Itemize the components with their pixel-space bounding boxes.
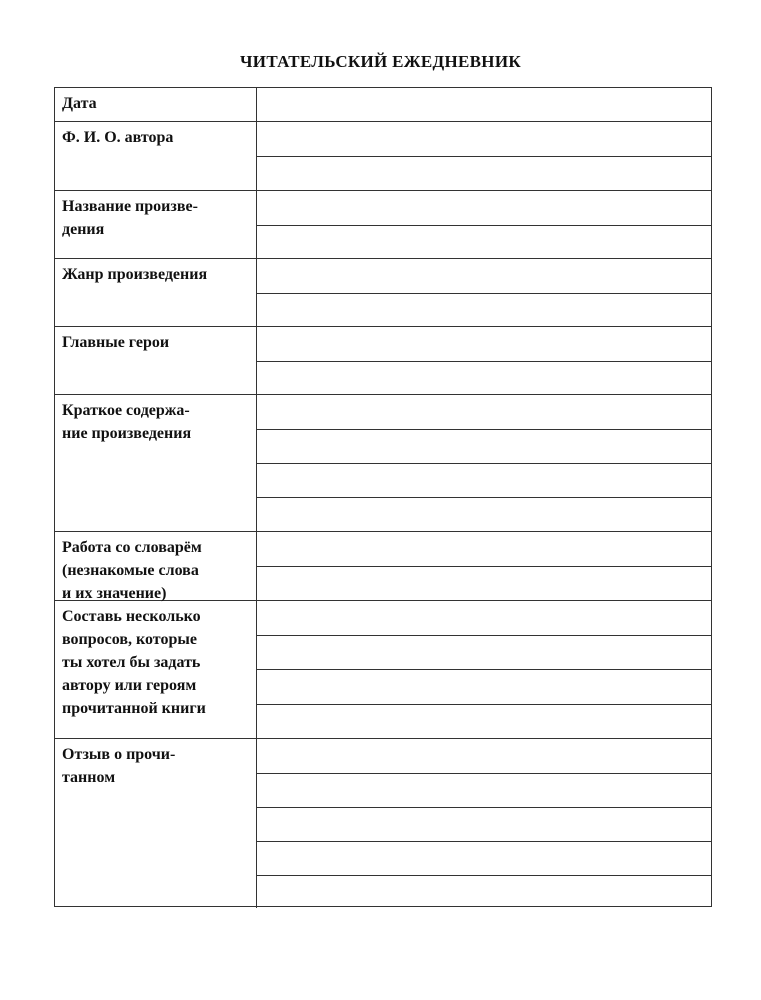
writing-line	[257, 669, 711, 670]
writing-line	[257, 463, 711, 464]
page-title: ЧИТАТЕЛЬСКИЙ ЕЖЕДНЕВНИК	[240, 52, 521, 71]
writing-line	[257, 566, 711, 567]
writing-line	[257, 293, 711, 294]
row-work-title	[55, 191, 711, 259]
writing-line	[257, 704, 711, 705]
row-label: Составь несколько вопросов, которые ты хотел бы задать автору или героям прочитанной книги	[55, 601, 257, 738]
row-label: Работа со словарём (незнакомые слова и их значение)	[55, 532, 257, 600]
writing-line	[257, 361, 711, 362]
writing-lines	[257, 327, 711, 394]
writing-line	[257, 773, 711, 774]
writing-lines	[257, 259, 711, 326]
row-label: Название произве- дения	[55, 191, 257, 258]
writing-lines	[257, 532, 711, 600]
writing-line	[257, 156, 711, 157]
writing-lines	[257, 395, 711, 531]
row-label: Дата	[55, 88, 257, 121]
row-label: Жанр произведения	[55, 259, 257, 326]
row-genre	[55, 259, 711, 327]
writing-line	[257, 225, 711, 226]
writing-lines	[257, 191, 711, 258]
row-vocabulary	[55, 532, 711, 601]
row-main-characters	[55, 327, 711, 395]
writing-line	[257, 497, 711, 498]
row-author	[55, 122, 711, 191]
writing-lines	[257, 122, 711, 190]
writing-lines	[257, 88, 711, 121]
row-label: Ф. И. О. автора	[55, 122, 257, 190]
writing-line	[257, 635, 711, 636]
writing-line	[257, 841, 711, 842]
row-summary	[55, 395, 711, 532]
reading-diary-table	[54, 87, 712, 907]
writing-lines	[257, 601, 711, 738]
row-review	[55, 739, 711, 908]
writing-lines	[257, 739, 711, 908]
row-label: Отзыв о прочи- танном	[55, 739, 257, 908]
row-label: Краткое содержа- ние произведения	[55, 395, 257, 531]
row-date	[55, 88, 711, 122]
row-questions	[55, 601, 711, 739]
writing-line	[257, 429, 711, 430]
row-label: Главные герои	[55, 327, 257, 394]
writing-line	[257, 807, 711, 808]
writing-line	[257, 875, 711, 876]
